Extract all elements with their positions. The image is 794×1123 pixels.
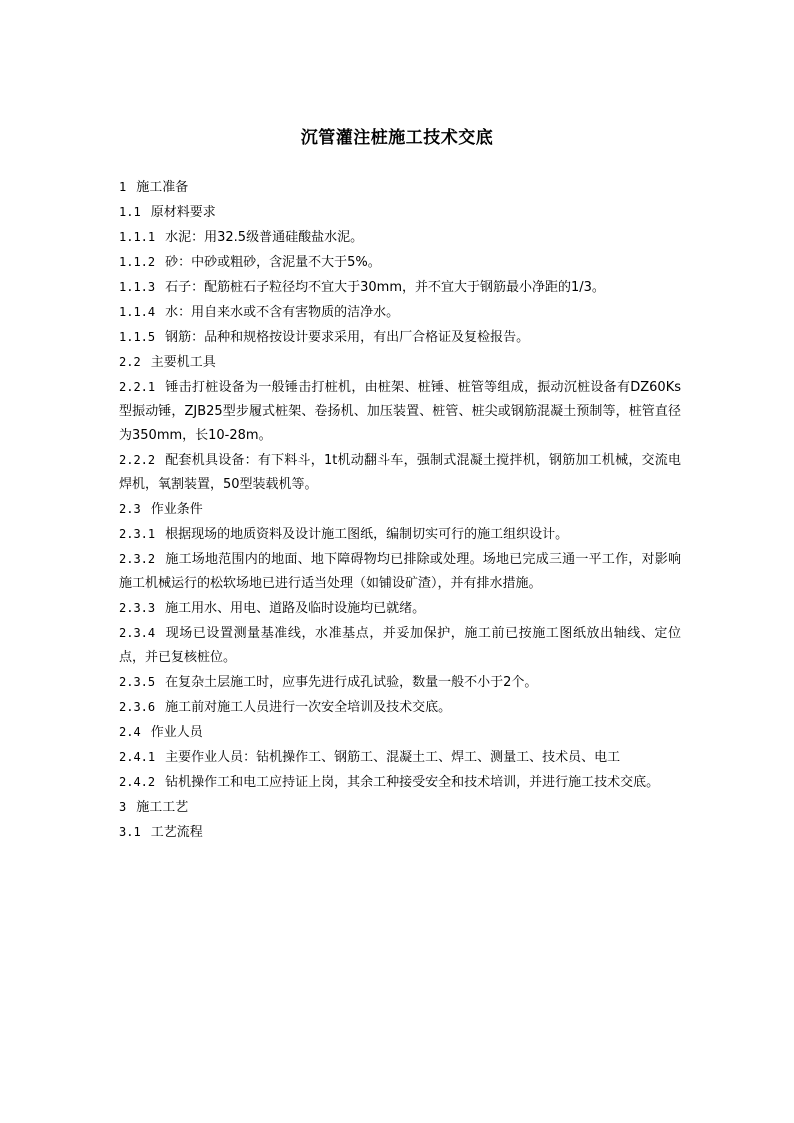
clause: [119, 522, 681, 547]
document-title: 沉管灌注桩施工技术交底: [300, 128, 494, 148]
clause-text: 水泥：用32.5级普通硅酸盐水泥。: [165, 230, 364, 245]
clause-text: 根据现场的地质资料及设计施工图纸，编制切实可行的施工组织设计。: [165, 527, 569, 542]
clause: [119, 770, 681, 795]
clause-number: 2.2.1: [119, 380, 156, 394]
clause-text: 锤击打桩设备为一般锤击打桩机，由桩架、桩锤、桩管等组成，振动沉桩设备有DZ60Ks型振动锤，ZJB25型步履式桩架、卷扬机、加压装置、桩管、桩尖或钢筋混凝土预制等，桩管直径为350mm，长10-28m。: [119, 380, 681, 443]
clause: [119, 547, 681, 596]
clause: [119, 275, 681, 300]
section-number: 3.1: [119, 825, 141, 839]
section-number: 1: [119, 180, 127, 194]
section-text: 主要机工具: [150, 355, 216, 370]
clause: [119, 596, 681, 621]
section-number: 2.2: [119, 355, 141, 369]
clause: [119, 225, 681, 250]
clause-number: 2.3.6: [119, 700, 156, 714]
section-text: 作业人员: [150, 725, 203, 740]
clause: [119, 621, 681, 670]
section-heading: [119, 175, 681, 200]
clause-number: 1.1.5: [119, 330, 156, 344]
clause-text: 水：用自来水或不含有害物质的洁净水。: [165, 305, 400, 320]
subsection-heading: [119, 820, 681, 845]
clause-text: 现场已设置测量基准线，水准基点，并妥加保护，施工前已按施工图纸放出轴线、定位点，并已复核桩位。: [119, 626, 681, 665]
section-heading: [119, 795, 681, 820]
clause: [119, 250, 681, 275]
section-text: 工艺流程: [150, 825, 203, 840]
clause-number: 1.1.1: [119, 230, 156, 244]
clause: [119, 695, 681, 720]
clause-text: 在复杂土层施工时，应事先进行成孔试验，数量一般不小于2个。: [165, 675, 538, 690]
section-text: 施工准备: [136, 180, 189, 195]
subsection-heading: [119, 720, 681, 745]
section-number: 3: [119, 800, 127, 814]
clause-text: 砂：中砂或粗砂，含泥量不大于5%。: [165, 255, 381, 270]
clause-number: 2.3.2: [119, 552, 156, 566]
section-number: 2.4: [119, 725, 141, 739]
clause-number: 2.3.3: [119, 601, 156, 615]
clause: [119, 325, 681, 350]
clause-number: 2.4.2: [119, 775, 156, 789]
clause-number: 2.3.5: [119, 675, 156, 689]
clause-number: 1.1.2: [119, 255, 156, 269]
clause: [119, 300, 681, 325]
clause-number: 1.1.4: [119, 305, 156, 319]
section-number: 2.3: [119, 502, 141, 516]
clause: [119, 670, 681, 695]
clause-text: 配套机具设备：有下料斗，1t机动翻斗车，强制式混凝土搅拌机，钢筋加工机械，交流电焊机，氧割装置，50型装载机等。: [119, 453, 681, 492]
clause-text: 施工前对施工人员进行一次安全培训及技术交底。: [165, 700, 452, 715]
subsection-heading: [119, 200, 681, 225]
clause-text: 施工用水、用电、道路及临时设施均已就绪。: [165, 601, 426, 616]
clause-text: 钢筋：品种和规格按设计要求采用，有出厂合格证及复检报告。: [165, 330, 530, 345]
section-text: 原材料要求: [150, 205, 216, 220]
clause: [119, 745, 681, 770]
clause: [119, 375, 681, 448]
clause-number: 2.3.1: [119, 527, 156, 541]
clause-number: 2.4.1: [119, 750, 156, 764]
section-text: 施工工艺: [136, 800, 189, 815]
clause-number: 2.3.4: [119, 626, 156, 640]
clause-text: 主要作业人员：钻机操作工、钢筋工、混凝土工、焊工、测量工、技术员、电工: [165, 750, 621, 765]
section-text: 作业条件: [150, 502, 203, 517]
clause-number: 1.1.3: [119, 280, 156, 294]
document-body: [119, 175, 681, 845]
clause-text: 钻机操作工和电工应持证上岗，其余工种接受安全和技术培训，并进行施工技术交底。: [165, 775, 660, 790]
subsection-heading: [119, 497, 681, 522]
clause-number: 2.2.2: [119, 453, 156, 467]
clause-text: 石子：配筋桩石子粒径均不宜大于30mm，并不宜大于钢筋最小净距的1/3。: [165, 280, 605, 295]
clause-text: 施工场地范围内的地面、地下障碍物均已排除或处理。场地已完成三通一平工作，对影响施工机械运行的松软场地已进行适当处理（如铺设矿渣），并有排水措施。: [119, 552, 681, 591]
section-number: 1.1: [119, 205, 141, 219]
subsection-heading: [119, 350, 681, 375]
clause: [119, 448, 681, 497]
